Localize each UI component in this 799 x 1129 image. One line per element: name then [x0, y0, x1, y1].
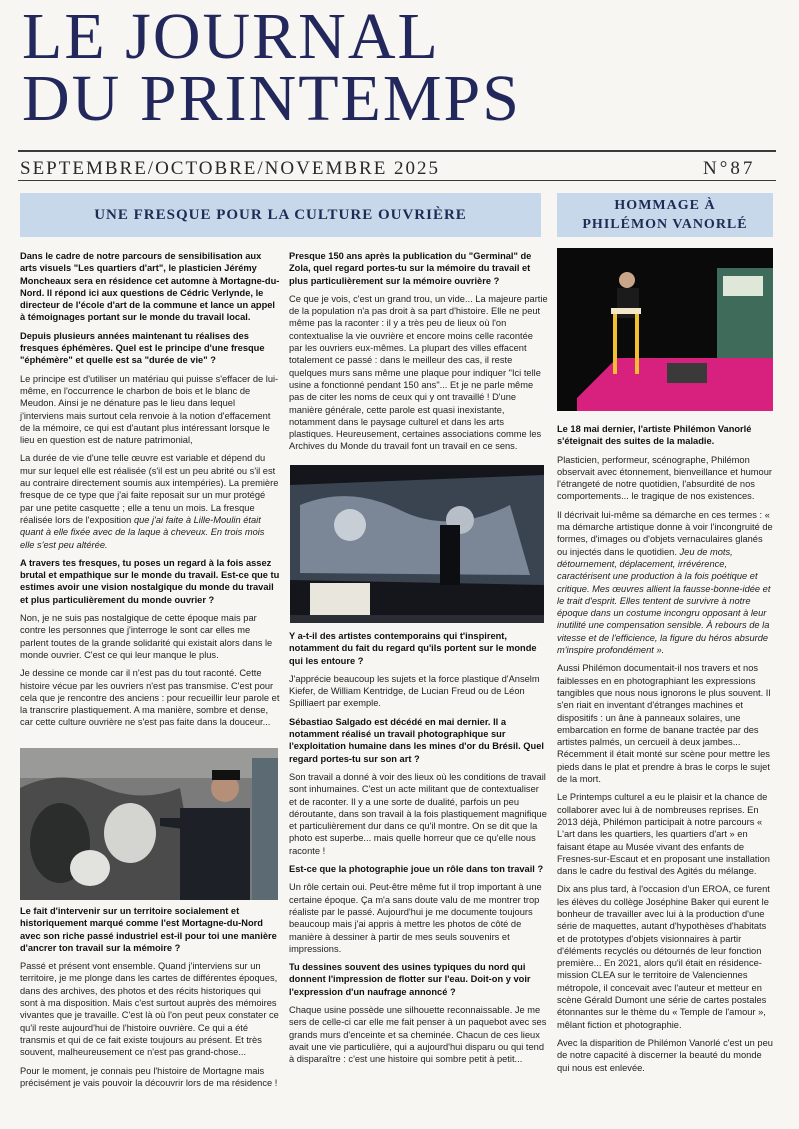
article-column-2-continued — [289, 630, 548, 1072]
question: Est-ce que la photographie joue un rôle dans ton travail ? — [289, 864, 544, 875]
question: A travers tes fresques, tu poses un regard à la fois assez brutal et empathique sur le monde du travail. Est-ce que tu estimes avoir une vision nostalgique du monde du travail et plus particulièrement du monde ouvrier ? — [20, 557, 280, 605]
masthead — [22, 0, 782, 135]
answer-paragraph: Pour le moment, je connais peu l'histoire de Mortagne mais précisément je vais pouvoir la découvrir lors de ma résidence ! — [20, 1065, 278, 1088]
tribute-heading — [557, 193, 773, 237]
answer-paragraph: J'apprécie beaucoup les sujets et la force plastique d'Anselm Kiefer, de William Kentridge, de Lucian Freud ou de Léon Spilliaert par exemple. — [289, 673, 540, 709]
answer-paragraph: Passé et présent vont ensemble. Quand j'interviens sur un territoire, je me plonge dans les cartes de différentes époques, dans des archives, des photos et des récits historiques qui sont à ma disposition. Mais c'est surtout auprès des mémoires vivantes que je travaille. C'est là où l'on peut peux constater ce qu'il reste aujourd'hui de l'histoire ouvrière. Ce qui a été transmis et qui de ce fait existe toujours au présent. Et très souvent, malheureusement ce n'est pas grand-chose... — [20, 961, 279, 1058]
dateline: SEPTEMBRE/OCTOBRE/NOVEMBRE 2025 — [20, 158, 441, 179]
answer-italic-text: que j'ai faite à Lille-Moulin était quant à elle fixée avec de la laque à cheveux. En trois mois elle s'est peu altérée. — [20, 514, 265, 550]
photo-image — [20, 748, 278, 900]
article-column-2 — [289, 250, 548, 459]
photo-artist-drawing-fresco — [20, 748, 278, 900]
answer-paragraph: Non, je ne suis pas nostalgique de cette époque mais par contre les personnes que j'interroge le sont car elles me parlent toutes de la grande solidarité qui existait alors dans le monde ouvrier. C'est ce qui leur manque le plus. — [20, 613, 273, 660]
masthead-title-line2: DU PRINTEMPS — [22, 62, 521, 135]
tribute-paragraph: Avec la disparition de Philémon Vanorlé c'est un peu de notre capacité à discerner la beauté du monde qui nous est enlevée. — [557, 1037, 773, 1073]
main-article-heading: UNE FRESQUE POUR LA CULTURE OUVRIÈRE — [20, 193, 541, 237]
divider — [18, 180, 776, 181]
tribute-paragraph — [557, 509, 773, 657]
tribute-heading-line2: PHILÉMON VANORLÉ — [582, 217, 748, 232]
tribute-paragraph: Dix ans plus tard, à l'occasion d'un EROA, ce furent les élèves du collège Joséphine Baker qui eurent le bonheur de travailler avec lui à la production d'une série de maquettes, autant d'hypothèses d'habitats et de prototypes d'objets visionnaires à partir d'éléments recyclés ou détournés de leur fonction première... En 2021, alors qu'il était en résidence-mission CLEA sur le territoire de Valenciennes métropole, il concevait avec l'auteur et metteur en scène Gérald Dumont une série de cartes postales étonnantes sur le thème du « Temple de l'amour », mêlant fiction et photographie. — [557, 884, 770, 1030]
tribute-paragraph: Plasticien, performeur, scénographe, Philémon observait avec étonnement, bienveillance et humour l'étrangeté de notre quotidien, l'absurdité de nos comportements... le tragique de nos existences. — [557, 454, 772, 502]
question: Le fait d'intervenir sur un territoire socialement et historiquement marqué comme l'est Mortagne-du-Nord avec son riche passé industriel est-il pour toi une manière d'ancrer ton travail sur la mémoire ? — [20, 906, 277, 953]
answer-paragraph: Ce que je vois, c'est un grand trou, un vide... La majeure partie de la population n'a pas droit à sa part d'histoire. Elle ne peut même pas la raconter : il y a très peu de lieux où l'on contextualise la vie ouvrière et encore moins celle racontée par les ouvriers eux-mêmes. La plupart des villes effacent totalement ce passé : dans le meilleur des cas, il reste quelques murs sans même une plaque pour indiquer "Ici telle usine a fonctionné pendant 150 ans"... Et je ne parle même pas de citer les noms de ceux qui y ont travaillé ! D'une manière générale, cette parole est quasi inexistante, notamment dans le paysage culturel et dans les arts plastiques. Heureusement, certaines associations comme les Archives du Monde du travail font un travail en ce sens. — [289, 293, 548, 452]
tribute-paragraph: Aussi Philémon documentait-il nos travers et nos faiblesses en en photographiant les expressions tangibles que nous nous ignorons le plus souvent. Il s'en riait en inventant d'étranges machines et dispositifs : un âne à panneaux solaires, une embarcation en forme de banane tractée par des artistes palmés, un cercueil à deux jambes... Récemment il était monté sur scène pour mettre les pieds dans le plat et prendre à bras le corps le sujet de la mort. — [557, 663, 771, 785]
answer-paragraph: Son travail a donné à voir des lieux où les conditions de travail sont inhumaines. C'est un acte militant que de contextualiser et de raconter. Il y a une sorte de dualité, parfois un peu déroutante, dans son travail à la fois plastiquement magnifique et particulièrement dur dans ce qu'il montre. On se dit que la photo est superbe... mais quelle horreur que ce qu'elle nous raconte ! — [289, 771, 547, 856]
photo-fresco-installation — [290, 465, 544, 623]
tribute-paragraph: Le Printemps culturel a eu le plaisir et la chance de collaborer avec lui à de nombreuses reprises. En 2013 déjà, Philémon participait à notre parcours « L'art dans les quartiers, les quartiers d'art » en faisant étape au Musée vivant des enfants de Fresnes-sur-Escaut et en proposant une installation dans le cadre du festival des Agités du mélange. — [557, 792, 770, 877]
question: Y a-t-il des artistes contemporains qui t'inspirent, notamment du fait du regard qu'ils portent sur le monde qui les entoure ? — [289, 631, 537, 666]
article-intro: Dans le cadre de notre parcours de sensibilisation aux arts visuels "Les quartiers d'art", le plasticien Jérémy Moncheaux sera en résidence cet automne à Mortagne-du-Nord. Il répond ici aux questions de Cédric Verlynde, le directeur de l'école d'art de la commune et lance un appel à témoignages portant sur le monde du travail local. — [20, 251, 280, 323]
question: Tu dessines souvent des usines typiques du nord qui donnent l'impression de flotter sur l'eau. Doit-on y voir l'expression d'un naufrage annoncé ? — [289, 962, 531, 997]
answer-paragraph: Chaque usine possède une silhouette reconnaissable. Je me sers de celle-ci car elle me fait penser à un paquebot avec ses grands murs d'enceinte et sa cheminée. Chacun de ces lieux avait une vie particulière, qui a aujourd'hui disparu ou qui tend à disparaître : c'est une histoire qui sombre petit à petit... — [289, 1005, 547, 1065]
answer-paragraph: Le principe est d'utiliser un matériau qui puisse s'effacer de lui-même, en l'occurrence le charbon de bois et le blanc de Meudon. Ainsi je ne dénature pas le lieu dans lequel j'interviens mais surtout cela renvoie à la notion d'effacement de la mémoire, ce qui est d'autant plus intéressant lorsque le lieu en question est de nature patrimonial, — [20, 373, 279, 446]
answer-paragraph: Un rôle certain oui. Peut-être même fut il trop important à une certaine époque. Ça m'a sans doute valu de me montrer trop réaliste par le passé. Aujourd'hui je me documente toujours beaucoup mais j'ai appris à mettre les photos de côté de manière à dessiner à partir de mes seuls souvenirs et impressions. — [289, 882, 542, 954]
photo-image — [557, 248, 773, 411]
photo-image — [290, 465, 544, 623]
answer-paragraph: Je dessine ce monde car il n'est pas du tout raconté. Cette histoire vécue par les ouvriers n'est pas transmise. C'est pour cela que je rencontre des anciens : pour recueillir leur parole et la transcrire plastiquement. A ma manière, sombre et dense, car cette culture ouvrière ne s'est pas faite dans la douceur... — [20, 668, 280, 728]
article-column-1-continued — [20, 905, 280, 1095]
photo-philemon-on-stage — [557, 248, 773, 411]
question: Depuis plusieurs années maintenant tu réalises des fresques éphémères. Quel est le principe d'une fresque "éphémère" et quelle est sa "durée de vie" ? — [20, 330, 265, 366]
tribute-text: Il décrivait lui-même sa démarche en ces termes : « ma démarche artistique donne à voir l'incongruité de formes, d'images ou d'objets vernaculaires glanés ou injectés dans le quotidien. — [557, 509, 773, 557]
answer-paragraph — [20, 452, 280, 550]
masthead-title-line1: LE JOURNAL — [22, 0, 440, 73]
issue-number: N°87 — [703, 158, 756, 179]
tribute-column — [557, 423, 773, 1080]
divider — [18, 150, 776, 152]
answer-text: La durée de vie d'une telle œuvre est variable et dépend du mur sur lequel elle est réalisée (s'il est un peu abrité ou s'il est au contraire directement soumis aux intempéries). La première fresque de ce type que j'ai faite reposait sur un mur protégé par une petite casquette ; elle a tenu un mois. La fresque réalisée lors de l'exposition — [20, 453, 279, 525]
tribute-quote: Jeu de mots, détournement, déplacement, irrévérence, caractérisent une production à la fois poétique et critique. Mes œuvres allient la fausse-bonne-idée et le trait d'esprit. Elles tentent de survivre à notre époque dans un costume incongru opposant à leur inutilité une compensation sensible. À rebours de la vitesse et de l'efficience, la figure du héros absurde m'inspire profondément ». — [557, 546, 771, 656]
question: Sébastiao Salgado est décédé en mai dernier. Il a notamment réalisé un travail photographique sur l'exploitation humaine dans les mines d'or du Brésil. Quel regard portes-tu sur son art ? — [289, 716, 544, 764]
tribute-heading-line1: HOMMAGE À — [614, 198, 716, 213]
photo-caption: Le 18 mai dernier, l'artiste Philémon Vanorlé s'éteignait des suites de la maladie. — [557, 424, 752, 447]
question: Presque 150 ans après la publication du "Germinal" de Zola, quel regard portes-tu sur la mémoire du travail et plus particulièrement sur la mémoire ouvrière ? — [289, 251, 532, 286]
article-column-1 — [20, 250, 280, 735]
